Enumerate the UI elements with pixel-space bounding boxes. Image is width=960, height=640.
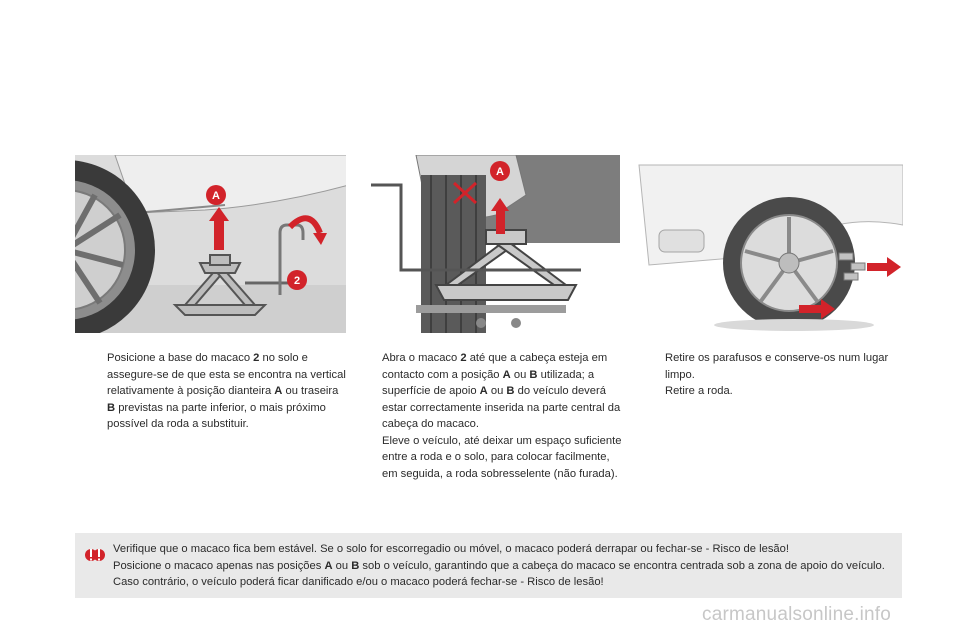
jack-raise-illustration (346, 155, 620, 333)
step-remove-bolts: Retire os parafusos e conserve-os num lugar limpo. (665, 352, 889, 381)
warning-line-stability: Verifique que o macaco fica bem estável. Se o solo for escorregadio ou móvel, o macaco poderá derrapar ou fechar-se - Risco de lesão! (113, 543, 789, 555)
warning-text (113, 541, 893, 591)
step-open-jack: Abra o macaco 2 até que a cabeça esteja em contacto com a posição A ou B utilizada; a superfície de apoio A ou B do veículo deverá estar correctamente inserida na parte central da cabeça do macaco. (382, 352, 621, 430)
figure-wheel-removal (629, 155, 903, 333)
warning-icon (85, 545, 105, 565)
svg-text:A: A (496, 166, 504, 178)
figure-jack-placement (75, 155, 349, 333)
step-raise-vehicle: Eleve o veículo, até deixar um espaço suficiente entre a roda e o solo, para colocar facilmente, em seguida, a roda sobresselente (não furada). (382, 434, 622, 480)
instructions-column-3 (644, 350, 906, 400)
figure-jack-raise (346, 155, 620, 333)
step-position-jack: Posicione a base do macaco 2 no solo e assegure-se de que esta se encontra na vertical relativamente à posição dianteira A ou traseira B previstas na parte inferior, o mais próximo possível da roda a substituir. (107, 352, 346, 430)
step-remove-wheel: Retire a roda. (665, 385, 733, 397)
warning-line-position: Posicione o macaco apenas nas posições A ou B sob o veículo, garantindo que a cabeça do macaco se encontra centrada sob a zona de apoio do veículo. Caso contrário, o veículo poderá ficar danificado e/ou o macaco poderá fechar-se - Risco de lesão! (113, 559, 885, 588)
watermark: carmanualsonline.info (702, 604, 892, 625)
instructions-column-1 (86, 350, 348, 433)
jack-placement-illustration (75, 155, 349, 333)
warning-panel (75, 533, 902, 598)
wheel-removal-illustration (629, 155, 903, 333)
instructions-column-2 (361, 350, 623, 482)
svg-text:2: 2 (293, 275, 301, 287)
svg-text:A: A (212, 190, 220, 202)
